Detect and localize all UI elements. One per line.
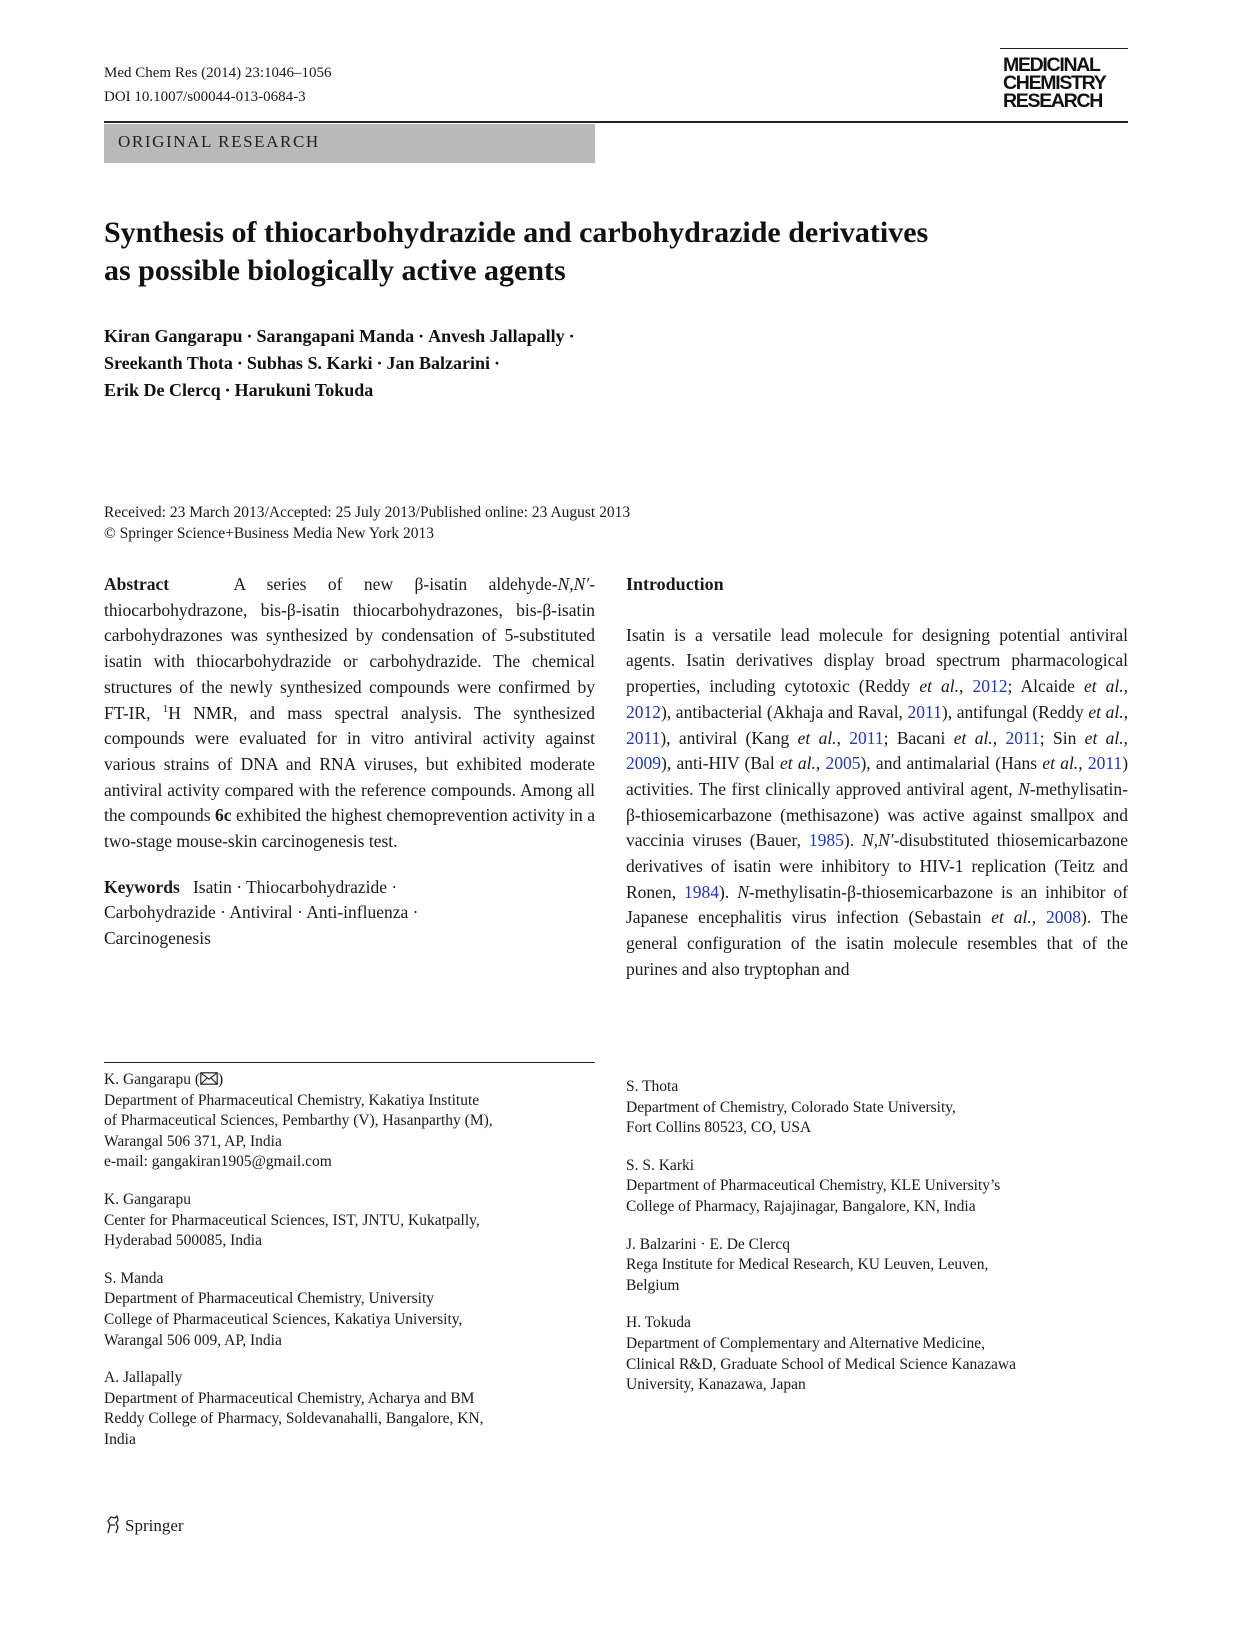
affiliations-left: [104, 1070, 595, 1468]
title-line-2: as possible biologically active agents: [104, 254, 566, 287]
keywords: [104, 875, 595, 952]
article-title: [104, 214, 1064, 290]
affiliation-line: India: [104, 1430, 136, 1448]
logo-rule: [1000, 48, 1128, 49]
affiliation-line: Center for Pharmaceutical Sciences, IST, JNTU, Kukatpally,: [104, 1211, 480, 1229]
affiliation-line: University, Kanazawa, Japan: [626, 1376, 806, 1394]
author[interactable]: Harukuni Tokuda: [234, 380, 374, 400]
author[interactable]: Sarangapani Manda: [256, 326, 415, 346]
keyword-separator: ·: [391, 876, 398, 897]
author[interactable]: Erik De Clercq: [104, 380, 221, 400]
author-separator: ·: [493, 353, 500, 373]
keywords-label: Keywords: [104, 876, 180, 897]
springer-horse-icon: [104, 1515, 122, 1535]
introduction-heading: Introduction: [626, 574, 724, 594]
section-banner: [104, 124, 595, 163]
author[interactable]: Kiran Gangarapu: [104, 326, 243, 346]
affiliation-line: Department of Pharmaceutical Chemistry, Acharya and BM: [104, 1389, 475, 1407]
email-link[interactable]: e-mail: gangakiran1905@gmail.com: [104, 1153, 332, 1171]
keyword: Antiviral: [229, 902, 293, 923]
abstract-text: exhibited the highest chemoprevention activity in a two-stage mouse-skin carcinogenesis test.: [104, 805, 595, 852]
citation-link[interactable]: 2009: [626, 753, 661, 774]
journal-logo: [1003, 56, 1128, 110]
citation-link[interactable]: 1985: [808, 830, 844, 851]
affiliation-block: [626, 1235, 1128, 1297]
affiliation-line: Hyderabad 500085, India: [104, 1232, 262, 1250]
keyword-separator: ·: [236, 876, 243, 897]
introduction-column: [626, 572, 1128, 983]
header-rule: [104, 121, 1128, 123]
citation-link[interactable]: 2011: [626, 727, 661, 748]
abstract-column: [104, 572, 595, 952]
abstract-text: H NMR, and mass spectral analysis. The synthesized compounds were evaluated for in vitro antiviral activity against various strains of DNA and RNA viruses, but exhibited moderate antiviral activity compared with the reference compounds. Among all the compounds: [104, 702, 595, 826]
section-label: ORIGINAL RESEARCH: [118, 132, 320, 151]
author-separator: ·: [418, 326, 425, 346]
affiliation-name: J. Balzarini · E. De Clercq: [626, 1235, 790, 1253]
affiliation-name: S. Thota: [626, 1078, 679, 1095]
publisher-name: Springer: [125, 1516, 184, 1535]
citation-link[interactable]: 2011: [1087, 753, 1123, 774]
affiliation-block: [626, 1156, 1128, 1218]
author-separator: ·: [568, 326, 575, 346]
author-separator: ·: [236, 353, 243, 373]
journal-logo-line-1: MEDICINAL: [1003, 54, 1100, 76]
author-list: [104, 323, 724, 404]
affiliation-line: Department of Pharmaceutical Chemistry, University: [104, 1290, 434, 1308]
keyword-separator: ·: [412, 902, 419, 923]
author-separator: ·: [376, 353, 383, 373]
citation-link[interactable]: 1984: [684, 881, 720, 902]
journal-logo-line-2: CHEMISTRY: [1003, 72, 1106, 94]
affiliation-name: K. Gangarapu (: [104, 1071, 200, 1088]
affiliation-name: H. Tokuda: [626, 1314, 691, 1332]
affiliations-right: [626, 1077, 1128, 1413]
affiliation-name: A. Jallapally: [104, 1369, 183, 1387]
abstract: [104, 572, 595, 855]
published-date: Published online: 23 August 2013: [419, 504, 631, 521]
affiliation-line: Department of Complementary and Alternative Medicine,: [626, 1334, 985, 1352]
author[interactable]: Jan Balzarini: [386, 353, 490, 373]
keyword-separator: ·: [220, 902, 226, 923]
affiliation-line: Rega Institute for Medical Research, KU Leuven, Leuven,: [626, 1256, 989, 1274]
envelope-icon: [200, 1072, 218, 1085]
author[interactable]: Sreekanth Thota: [104, 353, 233, 373]
keyword: Thiocarbohydrazide: [246, 876, 388, 897]
keyword: Carbohydrazide: [104, 902, 216, 923]
affiliation-line: College of Pharmacy, Rajajinagar, Bangalore, KN, India: [626, 1197, 976, 1215]
publisher-logo: [104, 1515, 184, 1537]
introduction-text: Isatin is a versatile lead molecule for designing potential antiviral agents. Isatin derivatives display broad spectrum pharmacological properties, including cytotoxic (Reddy et al., 2012; Alcaide et al., 2012), antibacterial (Akhaja and Raval, 2011), antifungal (Reddy et al., 2011), antiviral (Kang et al., 2011; Bacani et al., 2011; Sin et al., 2009), anti-HIV (Bal et al., 2005), and antimalarial (Hans et al., 2011) activities. The first clinically approved antiviral agent, N-methylisatin-β-thiosemicarbazone (methisazone) was active against smallpox and vaccinia viruses (Bauer, 1985). N,N′-disubstituted thiosemicarbazone derivatives of isatin were inhibitory to HIV-1 replication (Teitz and Ronen, 1984). N-methylisatin-β-thiosemicarbazone is an inhibitor of Japanese encephalitis virus infection (Sebastain et al., 2008). The general configuration of the isatin molecule resembles that of the purines and also tryptophan and: [626, 624, 1129, 979]
publication-dates: [104, 502, 630, 544]
keyword: Isatin: [192, 876, 232, 897]
citation-link[interactable]: 2005: [825, 753, 861, 774]
citation-link[interactable]: 2011: [1005, 727, 1040, 748]
affiliation-line: Department of Pharmaceutical Chemistry, KLE University’s: [626, 1177, 1001, 1195]
citation-link[interactable]: 2008: [1046, 907, 1082, 928]
received-date: Received: 23 March 2013: [104, 504, 265, 521]
author-separator: ·: [246, 326, 253, 346]
affiliation-name: K. Gangarapu: [104, 1190, 191, 1208]
abstract-italic: N,N′: [557, 574, 590, 594]
affiliation-line: College of Pharmaceutical Sciences, Kakatiya University,: [104, 1310, 463, 1328]
affiliation-block: [104, 1269, 595, 1351]
citation-link[interactable]: 2012: [626, 701, 661, 722]
superscript: 1: [162, 702, 169, 715]
affiliation-block: [626, 1313, 1128, 1395]
title-line-1: Synthesis of thiocarbohydrazide and carbohydrazide derivatives: [104, 216, 929, 249]
journal-citation: Med Chem Res (2014) 23:1046–1056: [104, 65, 332, 81]
affiliation-line: Warangal 506 009, AP, India: [104, 1331, 282, 1349]
affiliation-block: K. Gangarapu ( ) Department of Pharmaceutical Chemistry, Kakatiya Institute of Pharmaceutical Sciences, Pembarthy (V), Hasanparthy (M), Warangal 506 371, AP, India e-mail: gangakiran1905@gmail.com: [104, 1070, 595, 1173]
affiliation-line: Clinical R&D, Graduate School of Medical Science Kanazawa: [626, 1355, 1016, 1373]
citation-link[interactable]: 2012: [972, 676, 1008, 697]
author[interactable]: Anvesh Jallapally: [428, 326, 565, 346]
keyword: Carcinogenesis: [104, 928, 211, 949]
abstract-label: Abstract: [104, 574, 170, 594]
affiliation-name: S. Manda: [104, 1269, 164, 1287]
date-separator: /: [415, 504, 420, 521]
affiliation-line: Department of Pharmaceutical Chemistry, Kakatiya Institute: [104, 1091, 480, 1109]
affiliation-line: Department of Chemistry, Colorado State University,: [626, 1098, 956, 1116]
accepted-date: Accepted: 25 July 2013: [268, 504, 416, 521]
citation-link[interactable]: 2011: [907, 701, 942, 722]
keyword-separator: ·: [296, 902, 303, 923]
affiliation-rule: [104, 1062, 595, 1063]
date-separator: /: [264, 504, 269, 521]
affiliation-line: Belgium: [626, 1276, 680, 1294]
journal-logo-line-3: RESEARCH: [1003, 90, 1103, 112]
author-separator: ·: [224, 380, 231, 400]
affiliation-block: [104, 1190, 595, 1252]
copyright: © Springer Science+Business Media New York 2013: [104, 525, 435, 542]
affiliation-line: Warangal 506 371, AP, India: [104, 1132, 282, 1150]
affiliation-line: Fort Collins 80523, CO, USA: [626, 1119, 812, 1137]
keyword: Anti-influenza: [306, 902, 409, 923]
compound-label: 6c: [214, 805, 232, 826]
abstract-text: A series of new β-isatin aldehyde-: [233, 574, 558, 594]
affiliation-line: Reddy College of Pharmacy, Soldevanahalli, Bangalore, KN,: [104, 1410, 484, 1428]
citation-link[interactable]: 2011: [849, 727, 884, 748]
affiliation-block: [626, 1077, 1128, 1139]
author[interactable]: Subhas S. Karki: [246, 353, 373, 373]
affiliation-block: [104, 1368, 595, 1450]
affiliation-name: S. S. Karki: [626, 1156, 695, 1174]
abstract-text: -thiocarbohydrazone, bis-β-isatin thiocarbohydrazones, bis-β-isatin carbohydrazones was synthesized by condensation of 5-substituted isatin with thiocarbohydrazide or carbohydrazide. The chemical structures of the newly synthesized compounds were confirmed by FT-IR,: [104, 574, 596, 723]
affiliation-line: of Pharmaceutical Sciences, Pembarthy (V), Hasanparthy (M),: [104, 1112, 493, 1130]
doi[interactable]: DOI 10.1007/s00044-013-0684-3: [104, 89, 306, 105]
